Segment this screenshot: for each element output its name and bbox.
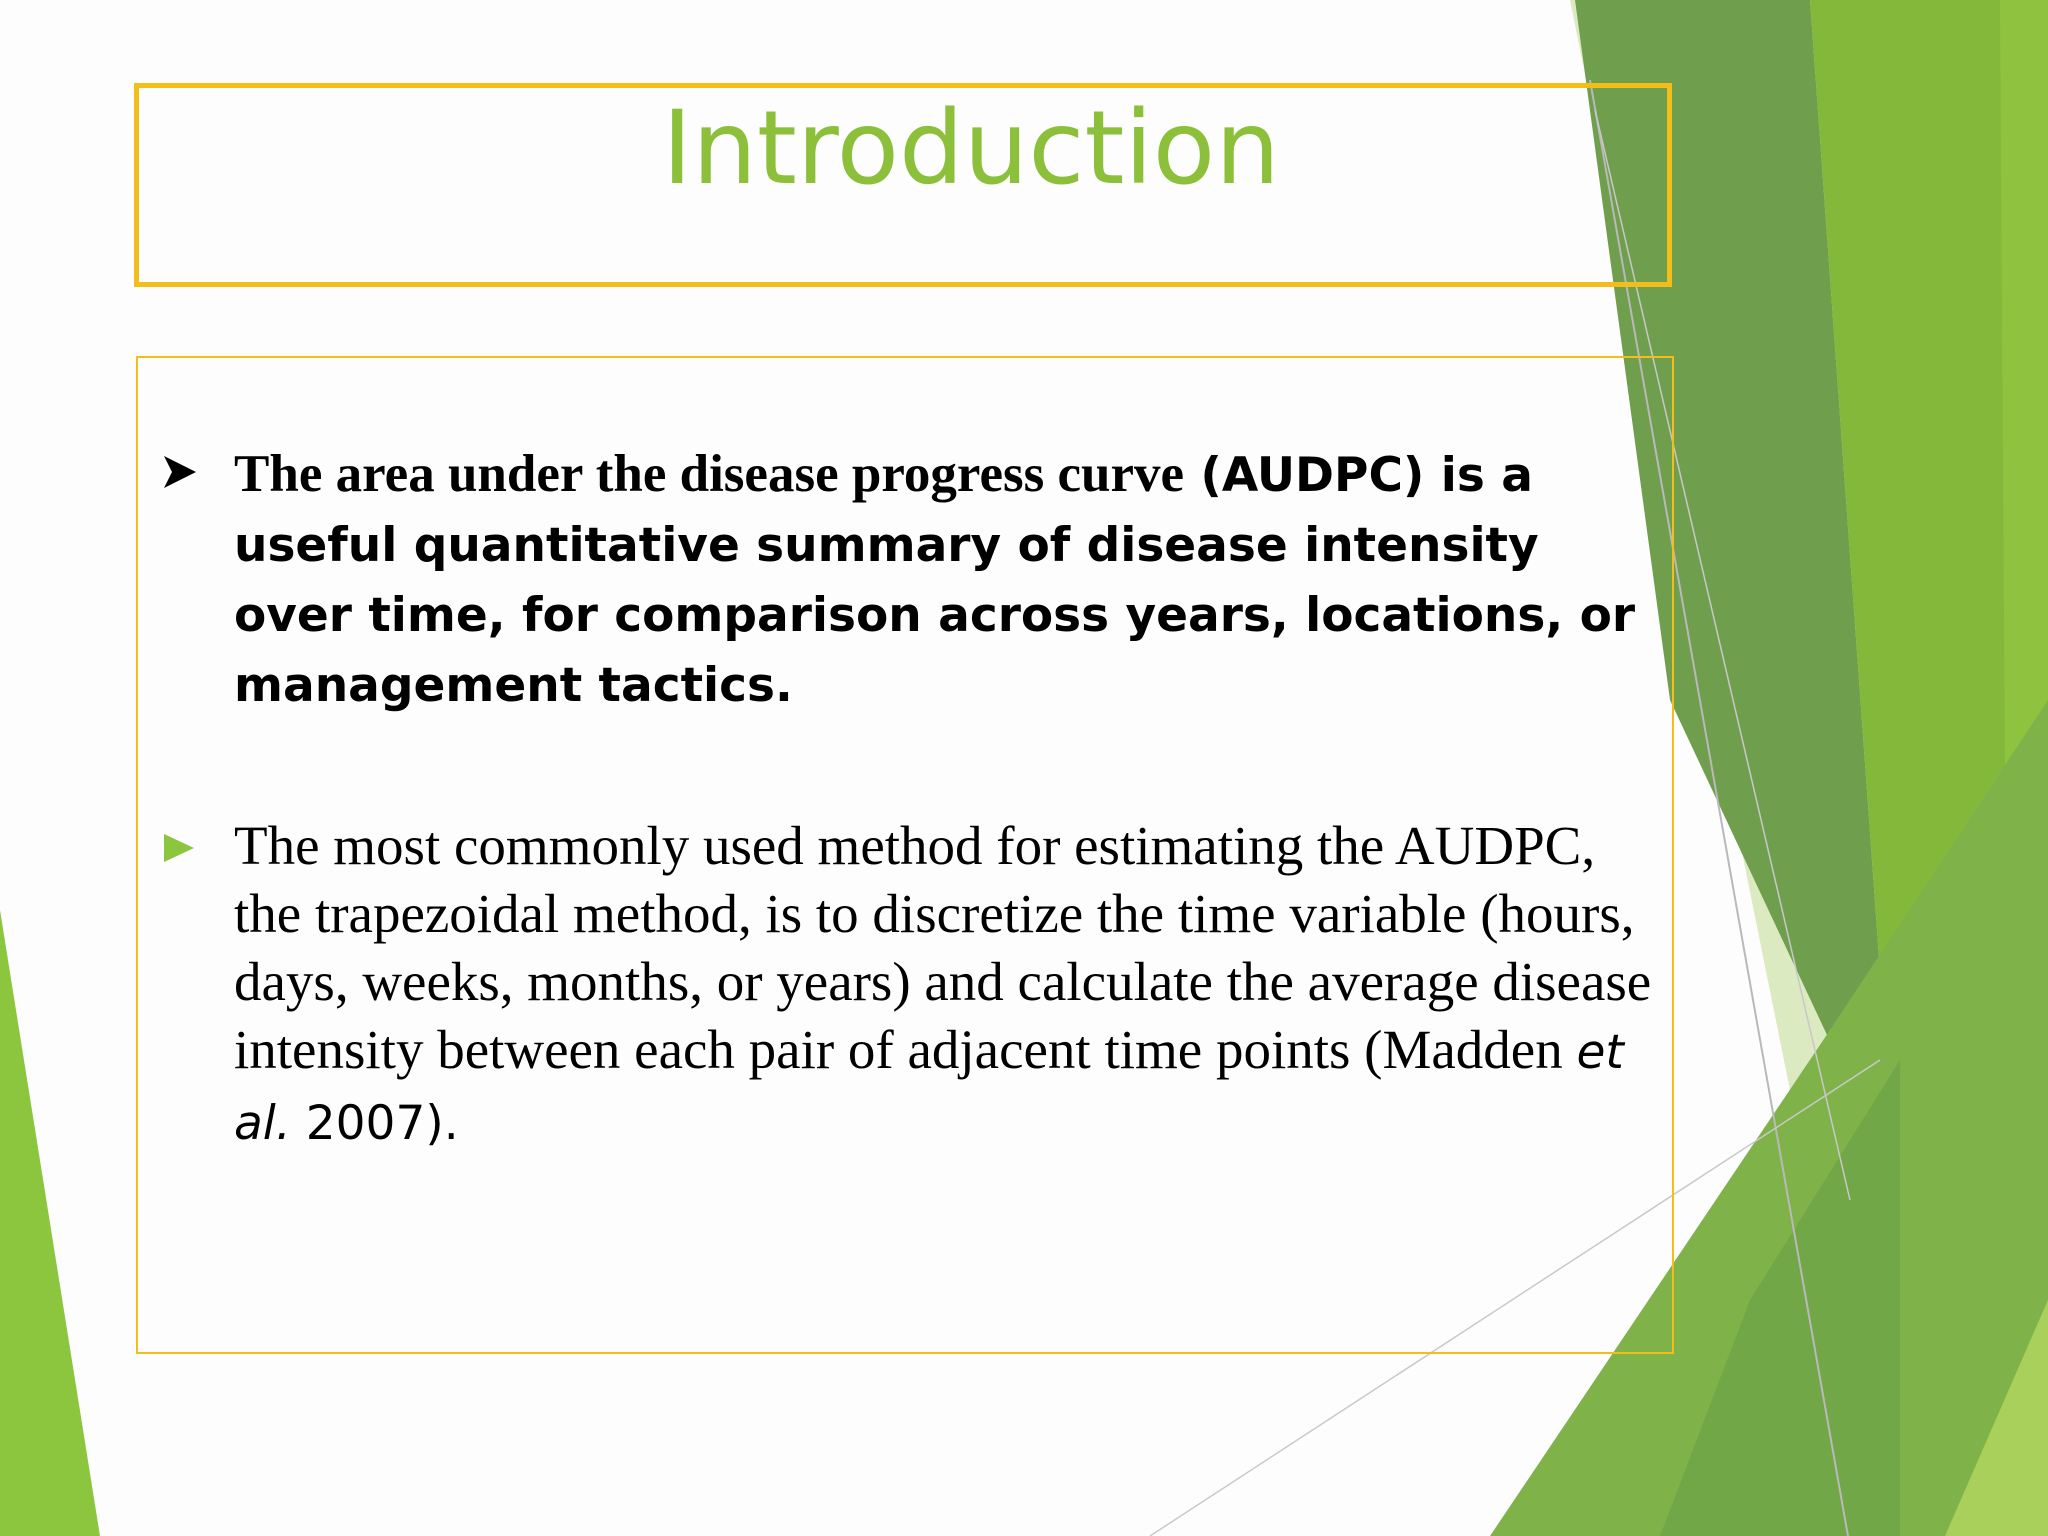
bullet1-lead: The area under the disease progress curve	[234, 445, 1185, 503]
bullet2-text: The most commonly used method for estimating the AUDPC, the trapezoidal method, is to discretize the time variable (hours, days, weeks, months, or years) and calculate the average disease intensity between each pair of adjacent time points (Madden	[234, 815, 1652, 1080]
slide-title: Introduction	[662, 89, 1280, 208]
left-green-shape	[0, 910, 100, 1536]
bullet1-rest: (AUDPC) is a useful quantitative summary of disease intensity over time, for comparison across years, locations, or management tactics.	[234, 448, 1636, 713]
bullet2-year: 2007).	[290, 1096, 459, 1151]
bullet-trapezoidal-method	[234, 812, 1664, 1158]
triangle-bullet-icon	[160, 830, 196, 866]
bullet-audpc-definition	[234, 440, 1664, 720]
bullet2-italic: et al.	[234, 1025, 1624, 1151]
arrow-bullet-icon	[160, 452, 200, 492]
